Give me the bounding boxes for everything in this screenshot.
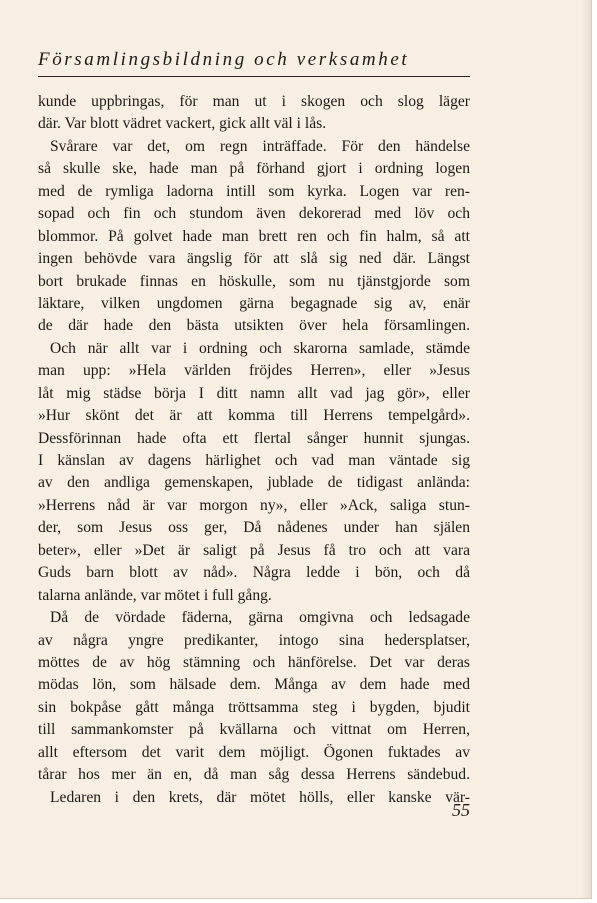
text-line: de där hade den bästa utsikten över hela församlingen. [38,317,470,335]
text-line: man upp: »Hela världen fröjdes Herren», eller »Jesus [38,362,470,380]
text-line: Dessförinnan hade ofta ett flertal sånger hunnit sjungas. [38,429,470,447]
text-line: av den andliga gemenskapen, jublade de tidigast anlända: [38,474,470,492]
text-line: ingen behövde vara ängslig för att slå sig ned där. Längst [38,250,470,268]
text-line: I känslan av dagens härlighet och vad man väntade sig [38,452,470,469]
text-line: så skulle ske, hade man på förhand gjort i ordning logen [38,160,470,178]
text-line: Guds barn blott av nåd». Några ledde i bön, och då [38,564,470,582]
body-text [38,91,470,809]
text-line: Ledaren i den krets, där mötet hölls, eller kanske vär- [50,788,470,806]
text-line: med de rymliga ladorna intill som kyrka. Logen var ren- [38,182,470,200]
text-line: »Herrens nåd är var morgon ny», eller »Ack, saliga stun- [38,496,470,514]
text-line: sopad och fin och stundom även dekorerad med löv och [38,205,470,223]
text-line: Svårare var det, om regn inträffade. För den händelse [50,137,470,155]
text-line: Då de vördade fäderna, gärna omgivna och ledsagade [50,609,470,627]
text-line: sin bokpåse gått många tröttsamma steg i bygden, bjudit [38,698,470,716]
text-line: till sammankomster på kvällarna och vittnat om Herren, [38,721,470,739]
text-line: kunde uppbringas, för man ut i skogen och slog läger [38,93,470,110]
text-line: mödas lön, som hälsade dem. Många av dem hade med [38,676,470,694]
text-line: blommor. På golvet hade man brett ren och fin halm, så att [38,227,470,245]
text-line: tårar hos mer än en, då man såg dessa Herrens sändebud. [38,766,470,784]
text-line: låt mig städse börja I ditt namn allt vad jag gör», eller [38,384,470,402]
text-line: allt eftersom det varit dem möjligt. Ögonen fuktades av [38,743,470,761]
text-line: »Hur skönt det är att komma till Herrens tempelgård». [38,407,470,425]
text-line: där. Var blott vädret vackert, gick allt väl i lås. [38,115,327,133]
text-line: bort brukade finnas en höskulle, som nu tjänstgjorde som [38,272,470,290]
page-number: 55 [452,800,470,820]
text-line: möttes de av hög stämning och hänförelse. Det var deras [38,653,470,671]
text-line: der, som Jesus oss ger, Då nådenes under han själen [38,519,470,537]
page-edge-shadow [581,0,591,898]
running-head: Församlingsbildning och verksamhet [38,49,410,70]
text-line: läktare, vilken ungdomen gärna begagnade sig av, enär [38,294,470,312]
header-rule [38,76,470,77]
text-line: beter», eller »Det är saligt på Jesus få tro och att vara [38,541,470,559]
text-line: av några yngre predikanter, intogo sina hedersplatser, [38,631,470,649]
text-line: Och när allt var i ordning och skarorna samlade, stämde [50,339,470,357]
text-line: talarna anlände, var mötet i full gång. [38,586,272,604]
